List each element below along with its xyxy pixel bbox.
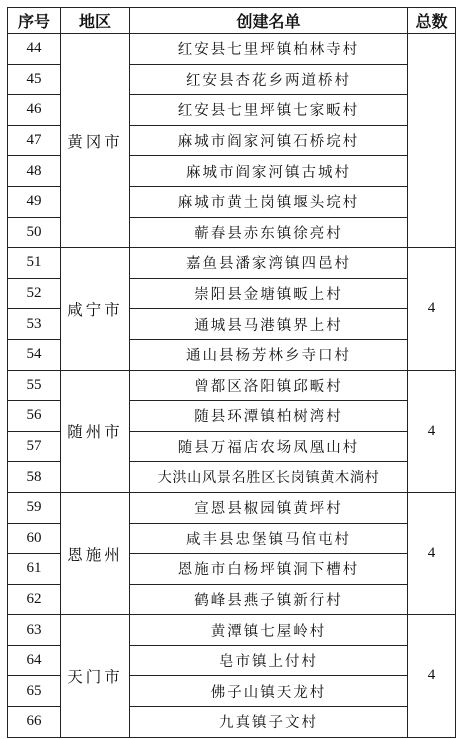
seq-cell: 54 [8, 339, 61, 370]
village-name-cell: 曾都区洛阳镇邱畈村 [130, 370, 408, 401]
village-name-cell: 随县环潭镇柏树湾村 [130, 401, 408, 432]
table-row [8, 370, 456, 401]
seq-cell: 47 [8, 125, 61, 156]
seq-cell: 51 [8, 248, 61, 279]
seq-cell: 62 [8, 584, 61, 615]
table-row [8, 615, 456, 646]
table-row [8, 34, 456, 65]
seq-cell: 50 [8, 217, 61, 248]
seq-cell: 63 [8, 615, 61, 646]
village-name-cell: 麻城市阎家河镇古城村 [130, 156, 408, 187]
header-name: 创建名单 [130, 8, 408, 34]
header-total: 总数 [408, 8, 456, 34]
seq-cell: 66 [8, 707, 61, 738]
village-name-cell: 恩施市白杨坪镇洞下槽村 [130, 554, 408, 585]
total-cell: 4 [408, 492, 456, 614]
village-name-cell: 通山县杨芳林乡寺口村 [130, 339, 408, 370]
region-cell: 天门市 [61, 615, 130, 737]
village-name-cell: 嘉鱼县潘家湾镇四邑村 [130, 248, 408, 279]
village-name-cell: 宣恩县椒园镇黄坪村 [130, 492, 408, 523]
total-cell: 4 [408, 248, 456, 370]
table-body [8, 34, 456, 738]
seq-cell: 55 [8, 370, 61, 401]
village-name-cell: 鹤峰县燕子镇新行村 [130, 584, 408, 615]
village-name-cell: 红安县杏花乡两道桥村 [130, 64, 408, 95]
village-name-cell: 九真镇子文村 [130, 707, 408, 738]
table-row [8, 248, 456, 279]
region-cell: 恩施州 [61, 492, 130, 614]
village-name-cell: 咸丰县忠堡镇马倌屯村 [130, 523, 408, 554]
village-name-cell: 通城县马港镇界上村 [130, 309, 408, 340]
village-name-cell: 崇阳县金塘镇畈上村 [130, 278, 408, 309]
total-cell [408, 34, 456, 248]
table-row [8, 492, 456, 523]
seq-cell: 58 [8, 462, 61, 493]
seq-cell: 45 [8, 64, 61, 95]
village-name-cell: 麻城市黄土岗镇堰头垸村 [130, 186, 408, 217]
village-name-cell: 佛子山镇天龙村 [130, 676, 408, 707]
village-name-cell: 随县万福店农场凤凰山村 [130, 431, 408, 462]
village-name-cell: 红安县七里坪镇柏林寺村 [130, 34, 408, 65]
total-cell: 4 [408, 370, 456, 492]
seq-cell: 56 [8, 401, 61, 432]
seq-cell: 65 [8, 676, 61, 707]
village-name-cell: 皂市镇上付村 [130, 645, 408, 676]
header-row [8, 8, 456, 34]
region-cell: 黄冈市 [61, 34, 130, 248]
village-list-table [7, 7, 456, 738]
seq-cell: 46 [8, 95, 61, 126]
header-seq: 序号 [8, 8, 61, 34]
seq-cell: 57 [8, 431, 61, 462]
village-name-cell: 红安县七里坪镇七家畈村 [130, 95, 408, 126]
seq-cell: 44 [8, 34, 61, 65]
village-name-cell: 大洪山风景名胜区长岗镇黄木淌村 [130, 462, 408, 493]
seq-cell: 60 [8, 523, 61, 554]
header-region: 地区 [61, 8, 130, 34]
seq-cell: 61 [8, 554, 61, 585]
seq-cell: 59 [8, 492, 61, 523]
village-name-cell: 黄潭镇七屋岭村 [130, 615, 408, 646]
village-name-cell: 蕲春县赤东镇徐亮村 [130, 217, 408, 248]
seq-cell: 49 [8, 186, 61, 217]
seq-cell: 53 [8, 309, 61, 340]
village-name-cell: 麻城市阎家河镇石桥垸村 [130, 125, 408, 156]
total-cell: 4 [408, 615, 456, 737]
seq-cell: 52 [8, 278, 61, 309]
seq-cell: 48 [8, 156, 61, 187]
region-cell: 随州市 [61, 370, 130, 492]
region-cell: 咸宁市 [61, 248, 130, 370]
seq-cell: 64 [8, 645, 61, 676]
